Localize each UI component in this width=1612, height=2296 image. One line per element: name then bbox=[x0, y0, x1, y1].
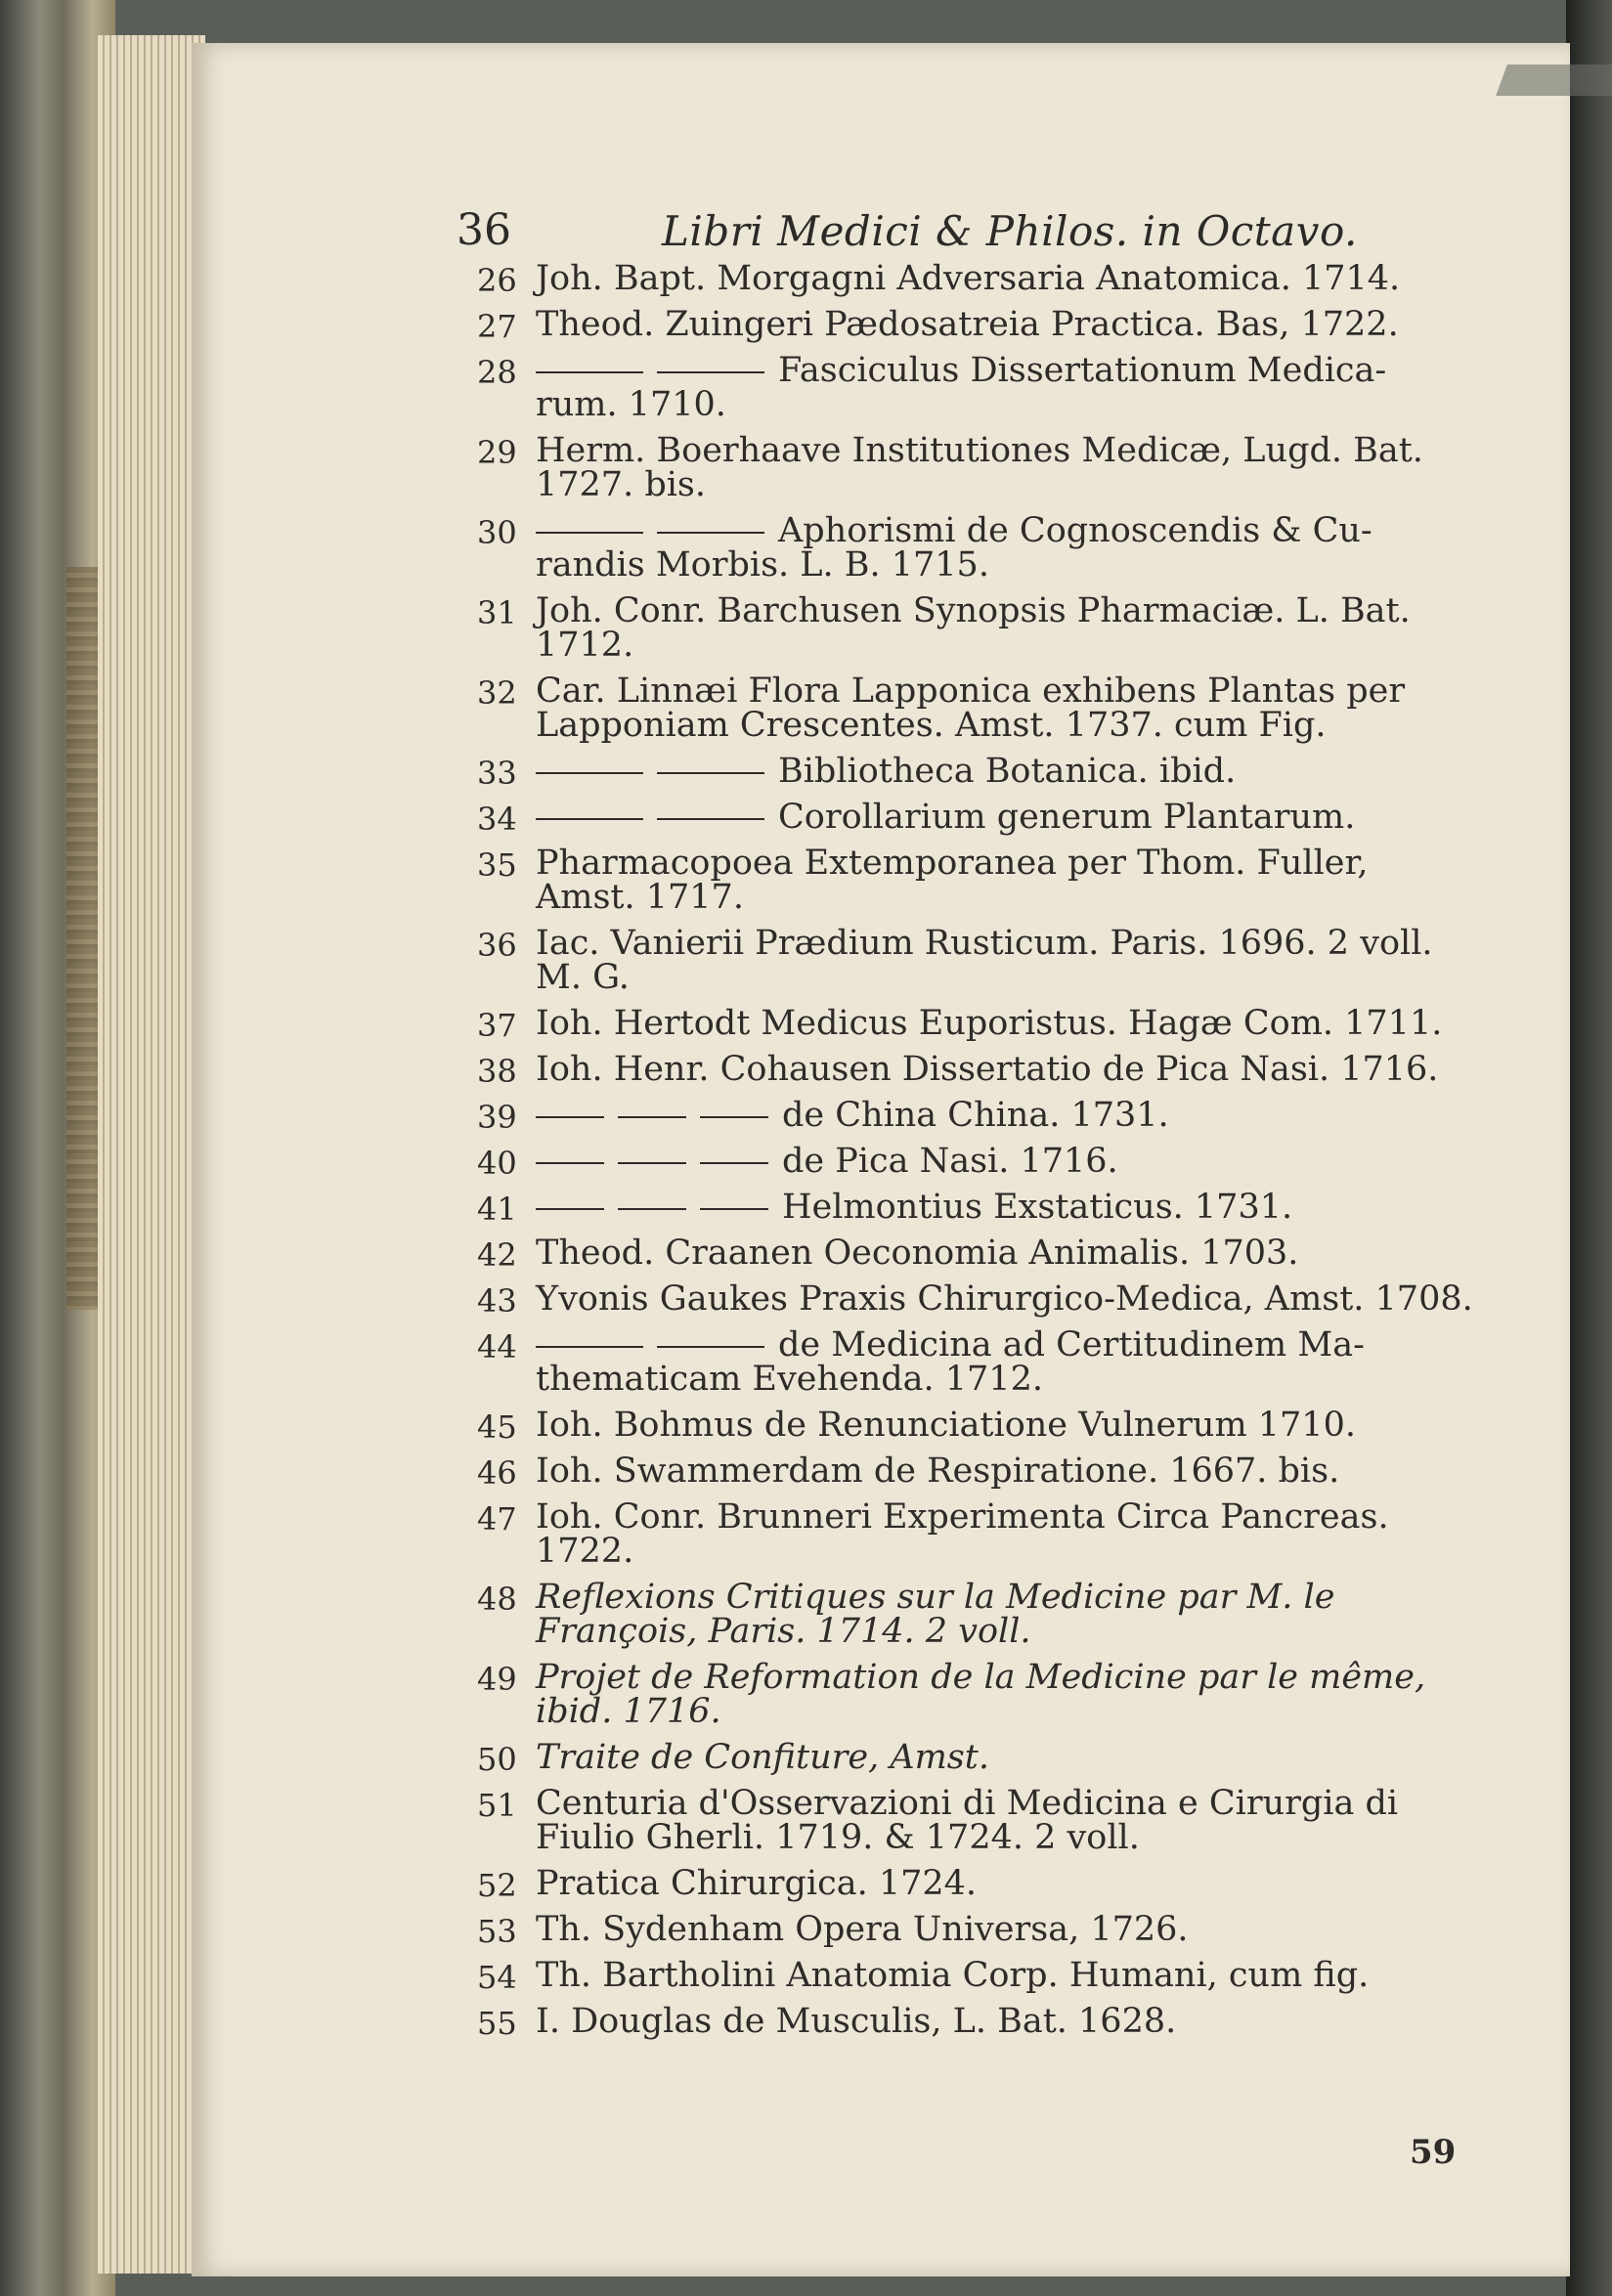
ditto-rule bbox=[536, 818, 643, 820]
ditto-rule bbox=[536, 1346, 643, 1348]
ditto-rule bbox=[536, 532, 643, 534]
entry-title bbox=[536, 1738, 1474, 1777]
entry-title-text: Joh. Conr. Barchusen Synopsis Pharmaciæ. L. Bat. 1712. bbox=[536, 591, 1411, 665]
page-header bbox=[457, 205, 1473, 264]
ditto-rule bbox=[618, 1162, 686, 1164]
entry-title-text: de Medicina ad Certitudinem Ma- thematicam Evehenda. 1712. bbox=[536, 1325, 1365, 1399]
entry-title-text: Traite de Confiture, Amst. bbox=[536, 1738, 989, 1777]
entry-title-text: Ioh. Hertodt Medicus Euporistus. Hagæ Com. 1711. bbox=[536, 1004, 1443, 1043]
page-corner-mark bbox=[1496, 65, 1612, 96]
entry-title bbox=[536, 431, 1474, 504]
entry-title-text: Car. Linnæi Flora Lapponica exhibens Plantas per Lapponiam Crescentes. Amst. 1737. cum Fig. bbox=[536, 671, 1406, 745]
entry-title-text: Aphorismi de Cognoscendis & Cu- randis Morbis. L. B. 1715. bbox=[536, 511, 1372, 585]
ditto-rule bbox=[657, 371, 764, 373]
entry-title bbox=[536, 1408, 1474, 1443]
catalogue-entry bbox=[477, 1096, 1474, 1136]
catalogue-entry bbox=[477, 1234, 1474, 1274]
ditto-rule bbox=[657, 532, 764, 534]
catalogue-entry bbox=[477, 1004, 1474, 1044]
catalogue-entry bbox=[477, 1451, 1474, 1492]
catalogue-entry bbox=[477, 1864, 1474, 1904]
catalogue-entry bbox=[477, 591, 1474, 665]
entry-number: 49 bbox=[477, 1661, 517, 1698]
entry-number: 34 bbox=[477, 801, 517, 838]
catalogue-entry bbox=[477, 752, 1474, 792]
entry-title-text: Helmontius Exstaticus. 1731. bbox=[782, 1188, 1293, 1227]
entry-title bbox=[536, 1236, 1474, 1271]
entry-number: 27 bbox=[477, 308, 517, 345]
entry-title-text: Pratica Chirurgica. 1724. bbox=[536, 1864, 978, 1903]
entry-number: 36 bbox=[477, 927, 517, 964]
entry-title-text: Reflexions Critiques sur la Medicine par M. le François, Paris. 1714. 2 voll. bbox=[536, 1578, 1335, 1651]
entry-title bbox=[536, 752, 1474, 791]
entry-title-text: Ioh. Swammerdam de Respiratione. 1667. bis. bbox=[536, 1451, 1340, 1491]
ditto-rule bbox=[536, 1116, 604, 1118]
catalogue-entry bbox=[477, 1050, 1474, 1090]
entry-number: 33 bbox=[477, 755, 517, 792]
catalogue-entry bbox=[477, 1325, 1474, 1399]
entry-title bbox=[536, 2002, 1474, 2041]
catalogue-entry bbox=[477, 1142, 1474, 1182]
entry-title bbox=[536, 671, 1474, 745]
entry-title-text: Fasciculus Dissertationum Medica- rum. 1710. bbox=[536, 351, 1387, 424]
entry-title bbox=[536, 1004, 1474, 1043]
catalogue-entry bbox=[477, 924, 1474, 997]
entry-title bbox=[536, 1497, 1474, 1571]
ditto-rule bbox=[700, 1162, 768, 1164]
ditto-rule bbox=[657, 818, 764, 820]
entry-title-text: Th. Bartholini Anatomia Corp. Humani, cum fig. bbox=[536, 1956, 1370, 1995]
entry-number: 52 bbox=[477, 1867, 517, 1904]
entry-title-text: Corollarium generum Plantarum. bbox=[778, 798, 1356, 837]
entry-title-text: Joh. Bapt. Morgagni Adversaria Anatomica. 1714. bbox=[536, 259, 1401, 298]
entry-number: 44 bbox=[477, 1328, 517, 1365]
entry-title-text: I. Douglas de Musculis, L. Bat. 1628. bbox=[536, 2002, 1177, 2041]
catalogue-entry bbox=[477, 1279, 1474, 1320]
catalogue-entry bbox=[477, 1738, 1474, 1778]
entry-title-text: Herm. Boerhaave Institutiones Medicæ, Lugd. Bat. 1727. bis. bbox=[536, 431, 1423, 504]
entry-title-text: Iac. Vanierii Prædium Rusticum. Paris. 1696. 2 voll. M. G. bbox=[536, 924, 1433, 997]
catalogue-entry bbox=[477, 846, 1474, 915]
ditto-rule bbox=[536, 772, 643, 774]
entry-title bbox=[536, 846, 1474, 915]
entry-title-text: Bibliotheca Botanica. ibid. bbox=[778, 752, 1237, 791]
entry-number: 38 bbox=[477, 1053, 517, 1090]
entry-number: 50 bbox=[477, 1741, 517, 1778]
entry-number: 32 bbox=[477, 674, 517, 712]
catalogue-entry bbox=[477, 431, 1474, 504]
entry-title-text: Theod. Zuingeri Pædosatreia Practica. Bas, 1722. bbox=[536, 305, 1399, 344]
catalogue-entry bbox=[477, 1188, 1474, 1228]
entry-number: 37 bbox=[477, 1007, 517, 1044]
entry-title bbox=[536, 924, 1474, 997]
catalogue-entry bbox=[477, 798, 1474, 838]
ditto-rule bbox=[618, 1116, 686, 1118]
ditto-rule bbox=[700, 1208, 768, 1210]
ditto-rule bbox=[536, 371, 643, 373]
ditto-rule bbox=[618, 1208, 686, 1210]
page-number: 36 bbox=[457, 205, 511, 255]
ditto-rule bbox=[536, 1162, 604, 1164]
running-title: Libri Medici & Philos. in Octavo. bbox=[662, 207, 1358, 255]
ditto-rule bbox=[657, 772, 764, 774]
entry-title bbox=[536, 798, 1474, 837]
catalogue-entries bbox=[477, 259, 1474, 2051]
entry-number: 26 bbox=[477, 262, 517, 299]
entry-title bbox=[536, 1956, 1474, 1995]
entry-title-text: de China China. 1731. bbox=[782, 1096, 1169, 1135]
signature-mark: 59 bbox=[1410, 2133, 1457, 2172]
catalogue-entry bbox=[477, 351, 1474, 424]
entry-number: 53 bbox=[477, 1913, 517, 1950]
entry-number: 51 bbox=[477, 1787, 517, 1824]
ditto-rule bbox=[536, 1208, 604, 1210]
catalogue-entry bbox=[477, 2002, 1474, 2042]
catalogue-entry bbox=[477, 259, 1474, 299]
entry-number: 30 bbox=[477, 514, 517, 551]
entry-title bbox=[536, 1451, 1474, 1491]
catalogue-entry bbox=[477, 1910, 1474, 1950]
entry-number: 41 bbox=[477, 1191, 517, 1228]
entry-number: 42 bbox=[477, 1236, 517, 1274]
entry-title-text: Yvonis Gaukes Praxis Chirurgico-Medica, Amst. 1708. bbox=[536, 1279, 1473, 1319]
entry-title bbox=[536, 305, 1474, 344]
ditto-rule bbox=[657, 1346, 764, 1348]
facing-page-edge bbox=[1566, 0, 1612, 2296]
entry-title-text: Projet de Reformation de la Medicine par le même, ibid. 1716. bbox=[536, 1658, 1426, 1731]
entry-number: 28 bbox=[477, 354, 517, 391]
entry-number: 40 bbox=[477, 1145, 517, 1182]
entry-number: 46 bbox=[477, 1454, 517, 1492]
entry-title bbox=[536, 259, 1474, 298]
ditto-rule bbox=[700, 1116, 768, 1118]
entry-title bbox=[536, 1188, 1474, 1227]
page-edges bbox=[98, 35, 205, 2274]
catalogue-entry bbox=[477, 511, 1474, 585]
entry-title bbox=[536, 351, 1474, 424]
catalogue-entry bbox=[477, 1406, 1474, 1446]
entry-title bbox=[536, 1325, 1474, 1399]
entry-title bbox=[536, 511, 1474, 585]
entry-number: 45 bbox=[477, 1408, 517, 1446]
entry-title bbox=[536, 1658, 1474, 1731]
entry-title bbox=[536, 1578, 1474, 1651]
entry-title bbox=[536, 1784, 1474, 1857]
entry-title-text: Th. Sydenham Opera Universa, 1726. bbox=[536, 1910, 1189, 1949]
entry-title bbox=[536, 1864, 1474, 1903]
catalogue-entry bbox=[477, 305, 1474, 345]
catalogue-entry bbox=[477, 1578, 1474, 1651]
entry-number: 31 bbox=[477, 594, 517, 631]
entry-title-text: de Pica Nasi. 1716. bbox=[782, 1142, 1118, 1181]
catalogue-entry bbox=[477, 1658, 1474, 1731]
entry-number: 29 bbox=[477, 434, 517, 471]
entry-title bbox=[536, 1050, 1474, 1089]
catalogue-entry bbox=[477, 1784, 1474, 1857]
entry-number: 43 bbox=[477, 1282, 517, 1320]
catalogue-entry bbox=[477, 1497, 1474, 1571]
entry-number: 39 bbox=[477, 1099, 517, 1136]
entry-title-text: Centuria d'Osservazioni di Medicina e Cirurgia di Fiulio Gherli. 1719. & 1724. 2 voll. bbox=[536, 1784, 1399, 1857]
entry-title-text: Ioh. Bohmus de Renunciatione Vulnerum 1710. bbox=[536, 1406, 1356, 1445]
entry-title bbox=[536, 1910, 1474, 1949]
entry-title-text: Ioh. Henr. Cohausen Dissertatio de Pica Nasi. 1716. bbox=[536, 1050, 1439, 1089]
entry-number: 54 bbox=[477, 1959, 517, 1996]
entry-title bbox=[536, 1096, 1474, 1135]
entry-title bbox=[536, 591, 1474, 665]
entry-title-text: Theod. Craanen Oeconomia Animalis. 1703. bbox=[536, 1234, 1299, 1273]
entry-number: 48 bbox=[477, 1581, 517, 1618]
entry-title-text: Pharmacopoea Extemporanea per Thom. Fuller, Amst. 1717. bbox=[536, 844, 1369, 917]
catalogue-entry bbox=[477, 1956, 1474, 1996]
entry-title bbox=[536, 1142, 1474, 1181]
entry-title-text: Ioh. Conr. Brunneri Experimenta Circa Pancreas. 1722. bbox=[536, 1497, 1389, 1571]
catalogue-entry bbox=[477, 671, 1474, 745]
entry-title bbox=[536, 1279, 1474, 1319]
entry-number: 55 bbox=[477, 2005, 517, 2042]
entry-number: 47 bbox=[477, 1500, 517, 1538]
entry-number: 35 bbox=[477, 846, 517, 884]
